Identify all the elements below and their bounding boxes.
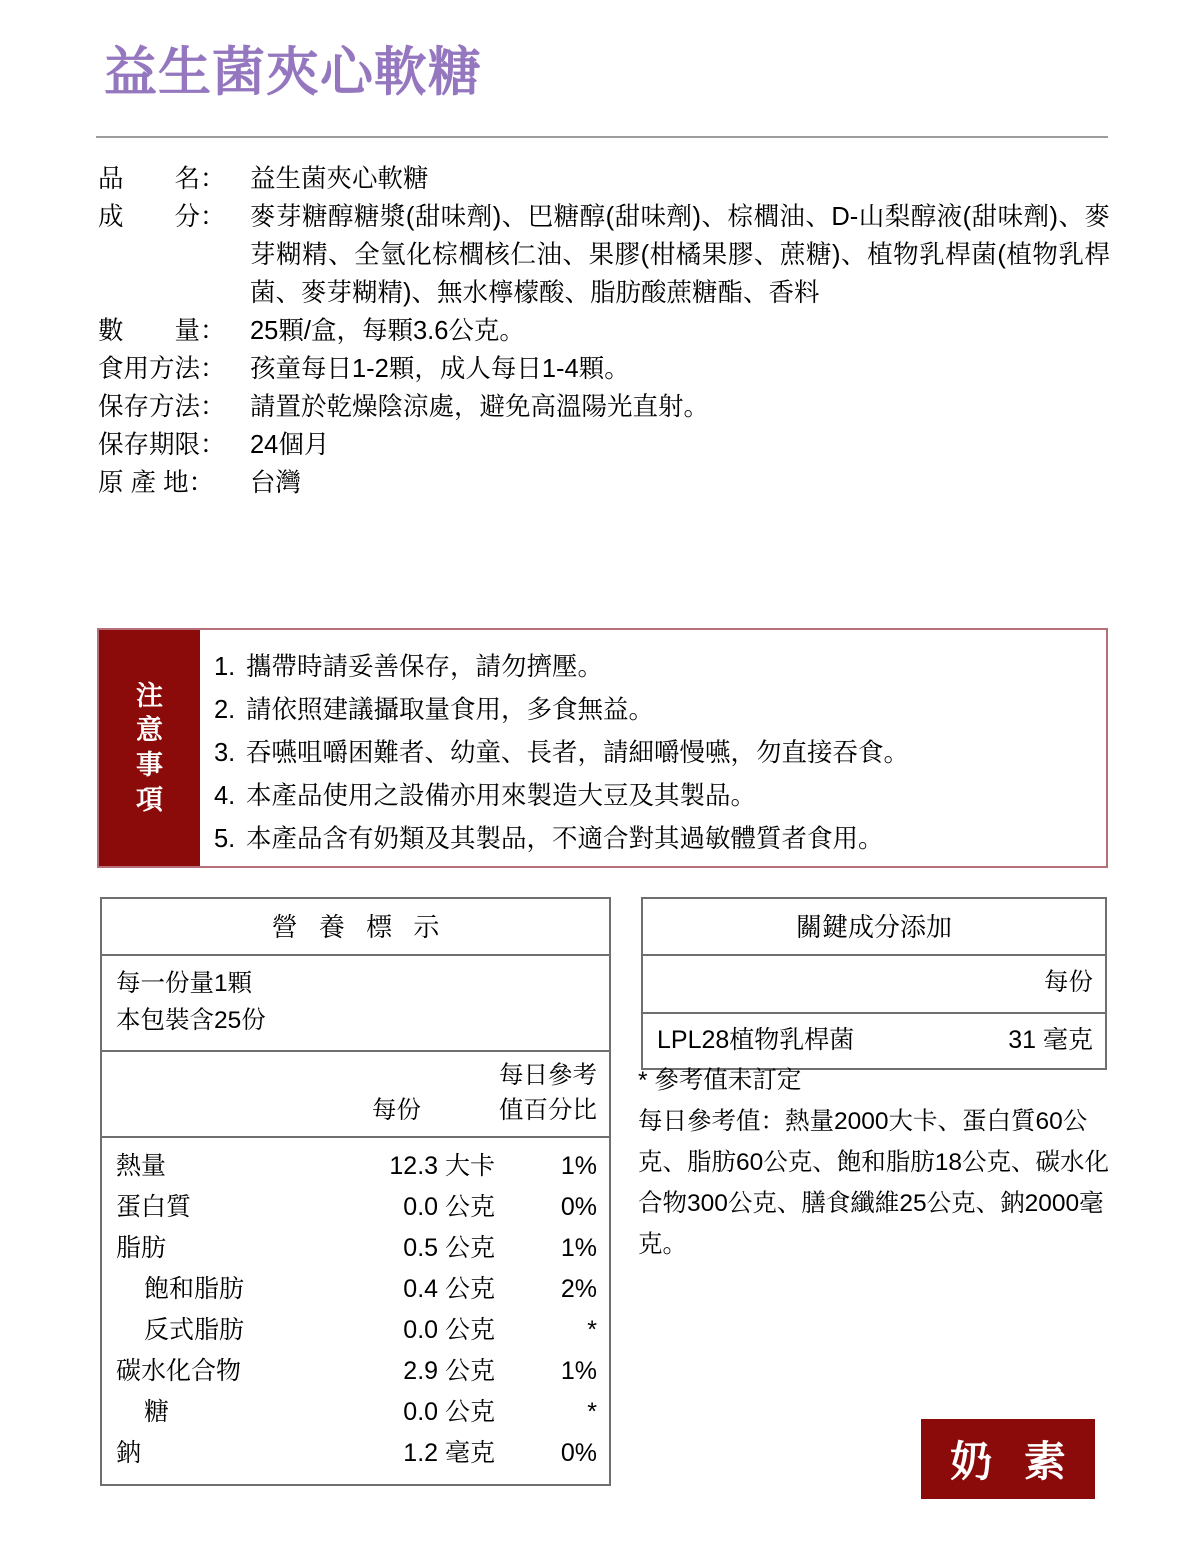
caution-item-number: 2. (214, 695, 236, 724)
spec-label: 保存方法： (98, 393, 226, 421)
nutrient-daily-value: 1% (560, 1152, 597, 1180)
caution-item (214, 732, 1106, 775)
spec-row-origin (98, 464, 1110, 502)
caution-item-number: 4. (214, 781, 236, 810)
table-row (102, 1187, 597, 1228)
nutrient-name: 熱量 (116, 1152, 167, 1180)
key-ingredients-column-header: 每份 (643, 956, 1105, 1014)
nutrient-daily-value: * (587, 1398, 597, 1426)
spec-label: 品 名： (98, 165, 226, 193)
caution-label-char: 注 (136, 680, 163, 711)
nutrient-amount: 0.4 公克 (403, 1275, 495, 1303)
nutrition-serving-info (102, 956, 609, 1052)
caution-item (214, 646, 1106, 689)
spec-row-ingredients (98, 198, 1110, 312)
spec-value: 麥芽糖醇糖漿(甜味劑)、巴糖醇(甜味劑)、棕櫚油、D-山梨醇液(甜味劑)、麥芽糊精、全氫化棕櫚核仁油、果膠(柑橘果膠、蔗糖)、植物乳桿菌(植物乳桿菌、麥芽糊精)、無水檸檬酸、脂肪酸蔗糖酯、香料 (250, 203, 1110, 307)
nutrient-name: 鈉 (116, 1439, 142, 1467)
spec-label: 保存期限： (98, 431, 226, 459)
servings-per-container: 本包裝含25份 (116, 1007, 266, 1034)
vegetarian-badge: 奶 素 (921, 1419, 1095, 1499)
nutrition-rows (102, 1138, 609, 1484)
caution-item (214, 775, 1106, 818)
table-row (102, 1228, 597, 1269)
spec-value: 孩童每日1-2顆，成人每日1-4顆。 (250, 355, 630, 383)
nutrition-column-headers (102, 1052, 609, 1138)
caution-item-number: 3. (214, 738, 236, 767)
spec-value: 24個月 (250, 431, 330, 459)
caution-item-number: 1. (214, 652, 236, 681)
key-ingredient-name: LPL28植物乳桿菌 (657, 1026, 855, 1054)
key-ingredient-amount: 31 毫克 (1008, 1026, 1093, 1054)
column-header-daily-value-line1: 每日參考 (499, 1062, 597, 1089)
column-header-per-serving-label: 每份 (372, 1097, 421, 1124)
caution-item (214, 818, 1106, 861)
spec-value: 台灣 (250, 469, 302, 497)
spec-label: 食用方法： (98, 355, 226, 383)
spec-row-storage (98, 388, 1110, 426)
caution-item (214, 689, 1106, 732)
caution-item-number: 5. (214, 824, 236, 853)
spec-label: 成 分： (98, 203, 226, 231)
table-row (102, 1146, 597, 1187)
spec-row-usage (98, 350, 1110, 388)
column-header-daily-value-line2: 值百分比 (499, 1097, 597, 1124)
nutrient-daily-value: 0% (560, 1193, 597, 1221)
spec-value: 益生菌夾心軟糖 (250, 165, 429, 193)
table-row (102, 1351, 597, 1392)
nutrient-daily-value: 2% (560, 1275, 597, 1303)
nutrient-amount: 1.2 毫克 (403, 1439, 495, 1467)
table-row (102, 1310, 597, 1351)
column-header-per-serving (275, 1058, 431, 1093)
caution-item-text: 請依照建議攝取量食用，多食無益。 (246, 695, 655, 724)
spec-label: 原 產 地： (98, 469, 215, 497)
nutrition-table-title: 營 養 標 示 (102, 899, 609, 956)
nutrient-name: 反式脂肪 (144, 1316, 245, 1344)
table-row (102, 1269, 597, 1310)
caution-item-text: 本產品含有奶類及其製品，不適合對其過敏體質者食用。 (246, 824, 884, 853)
nutrient-amount: 0.0 公克 (403, 1193, 495, 1221)
nutrient-amount: 0.0 公克 (403, 1316, 495, 1344)
caution-box-label (99, 630, 200, 866)
spec-value: 請置於乾燥陰涼處，避免高溫陽光直射。 (250, 393, 710, 421)
key-ingredients-table (641, 897, 1107, 1070)
page-title: 益生菌夾心軟糖 (104, 43, 482, 102)
caution-list (200, 630, 1106, 866)
nutrient-daily-value: 1% (560, 1357, 597, 1385)
caution-box (97, 628, 1108, 868)
spec-row-shelf-life (98, 426, 1110, 464)
table-row (102, 1433, 597, 1474)
nutrient-amount: 12.3 大卡 (389, 1152, 495, 1180)
nutrition-facts-table (100, 897, 611, 1486)
nutrient-daily-value: 0% (560, 1439, 597, 1467)
nutrient-name: 脂肪 (116, 1234, 167, 1262)
caution-item-text: 本產品使用之設備亦用來製造大豆及其製品。 (246, 781, 757, 810)
spec-value: 25顆/盒，每顆3.6公克。 (250, 317, 525, 345)
spec-row-quantity (98, 312, 1110, 350)
serving-size: 每一份量1顆 (116, 970, 253, 997)
footnote-asterisk-note: * 參考值未訂定 (638, 1067, 802, 1094)
nutrient-daily-value: * (587, 1316, 597, 1344)
spec-label: 數 量： (98, 317, 226, 345)
caution-label-char: 事 (136, 750, 163, 780)
table-row (102, 1392, 597, 1433)
key-ingredients-title: 關鍵成分添加 (643, 899, 1105, 956)
spec-row-name (98, 160, 1110, 198)
nutrient-name: 碳水化合物 (116, 1357, 242, 1385)
nutrient-amount: 0.0 公克 (403, 1398, 495, 1426)
caution-label-char: 意 (136, 715, 163, 746)
nutrient-amount: 2.9 公克 (403, 1357, 495, 1385)
daily-reference-note (638, 1060, 1112, 1265)
caution-item-text: 攜帶時請妥善保存，請勿擠壓。 (246, 652, 604, 681)
nutrient-daily-value: 1% (560, 1234, 597, 1262)
product-spec-list (98, 160, 1110, 502)
nutrient-name: 蛋白質 (116, 1193, 192, 1221)
nutrient-name: 糖 (144, 1398, 170, 1426)
caution-item-text: 吞嚥咀嚼困難者、幼童、長者，請細嚼慢嚥，勿直接吞食。 (246, 738, 910, 767)
caution-label-char: 項 (136, 784, 163, 815)
nutrient-amount: 0.5 公克 (403, 1234, 495, 1262)
nutrient-name: 飽和脂肪 (144, 1275, 245, 1303)
title-divider (96, 136, 1108, 138)
daily-reference-values: 每日參考值：熱量2000大卡、蛋白質60公克、脂肪60公克、飽和脂肪18公克、碳水化合物300公克、膳食纖維25公克、鈉2000毫克。 (638, 1108, 1110, 1258)
